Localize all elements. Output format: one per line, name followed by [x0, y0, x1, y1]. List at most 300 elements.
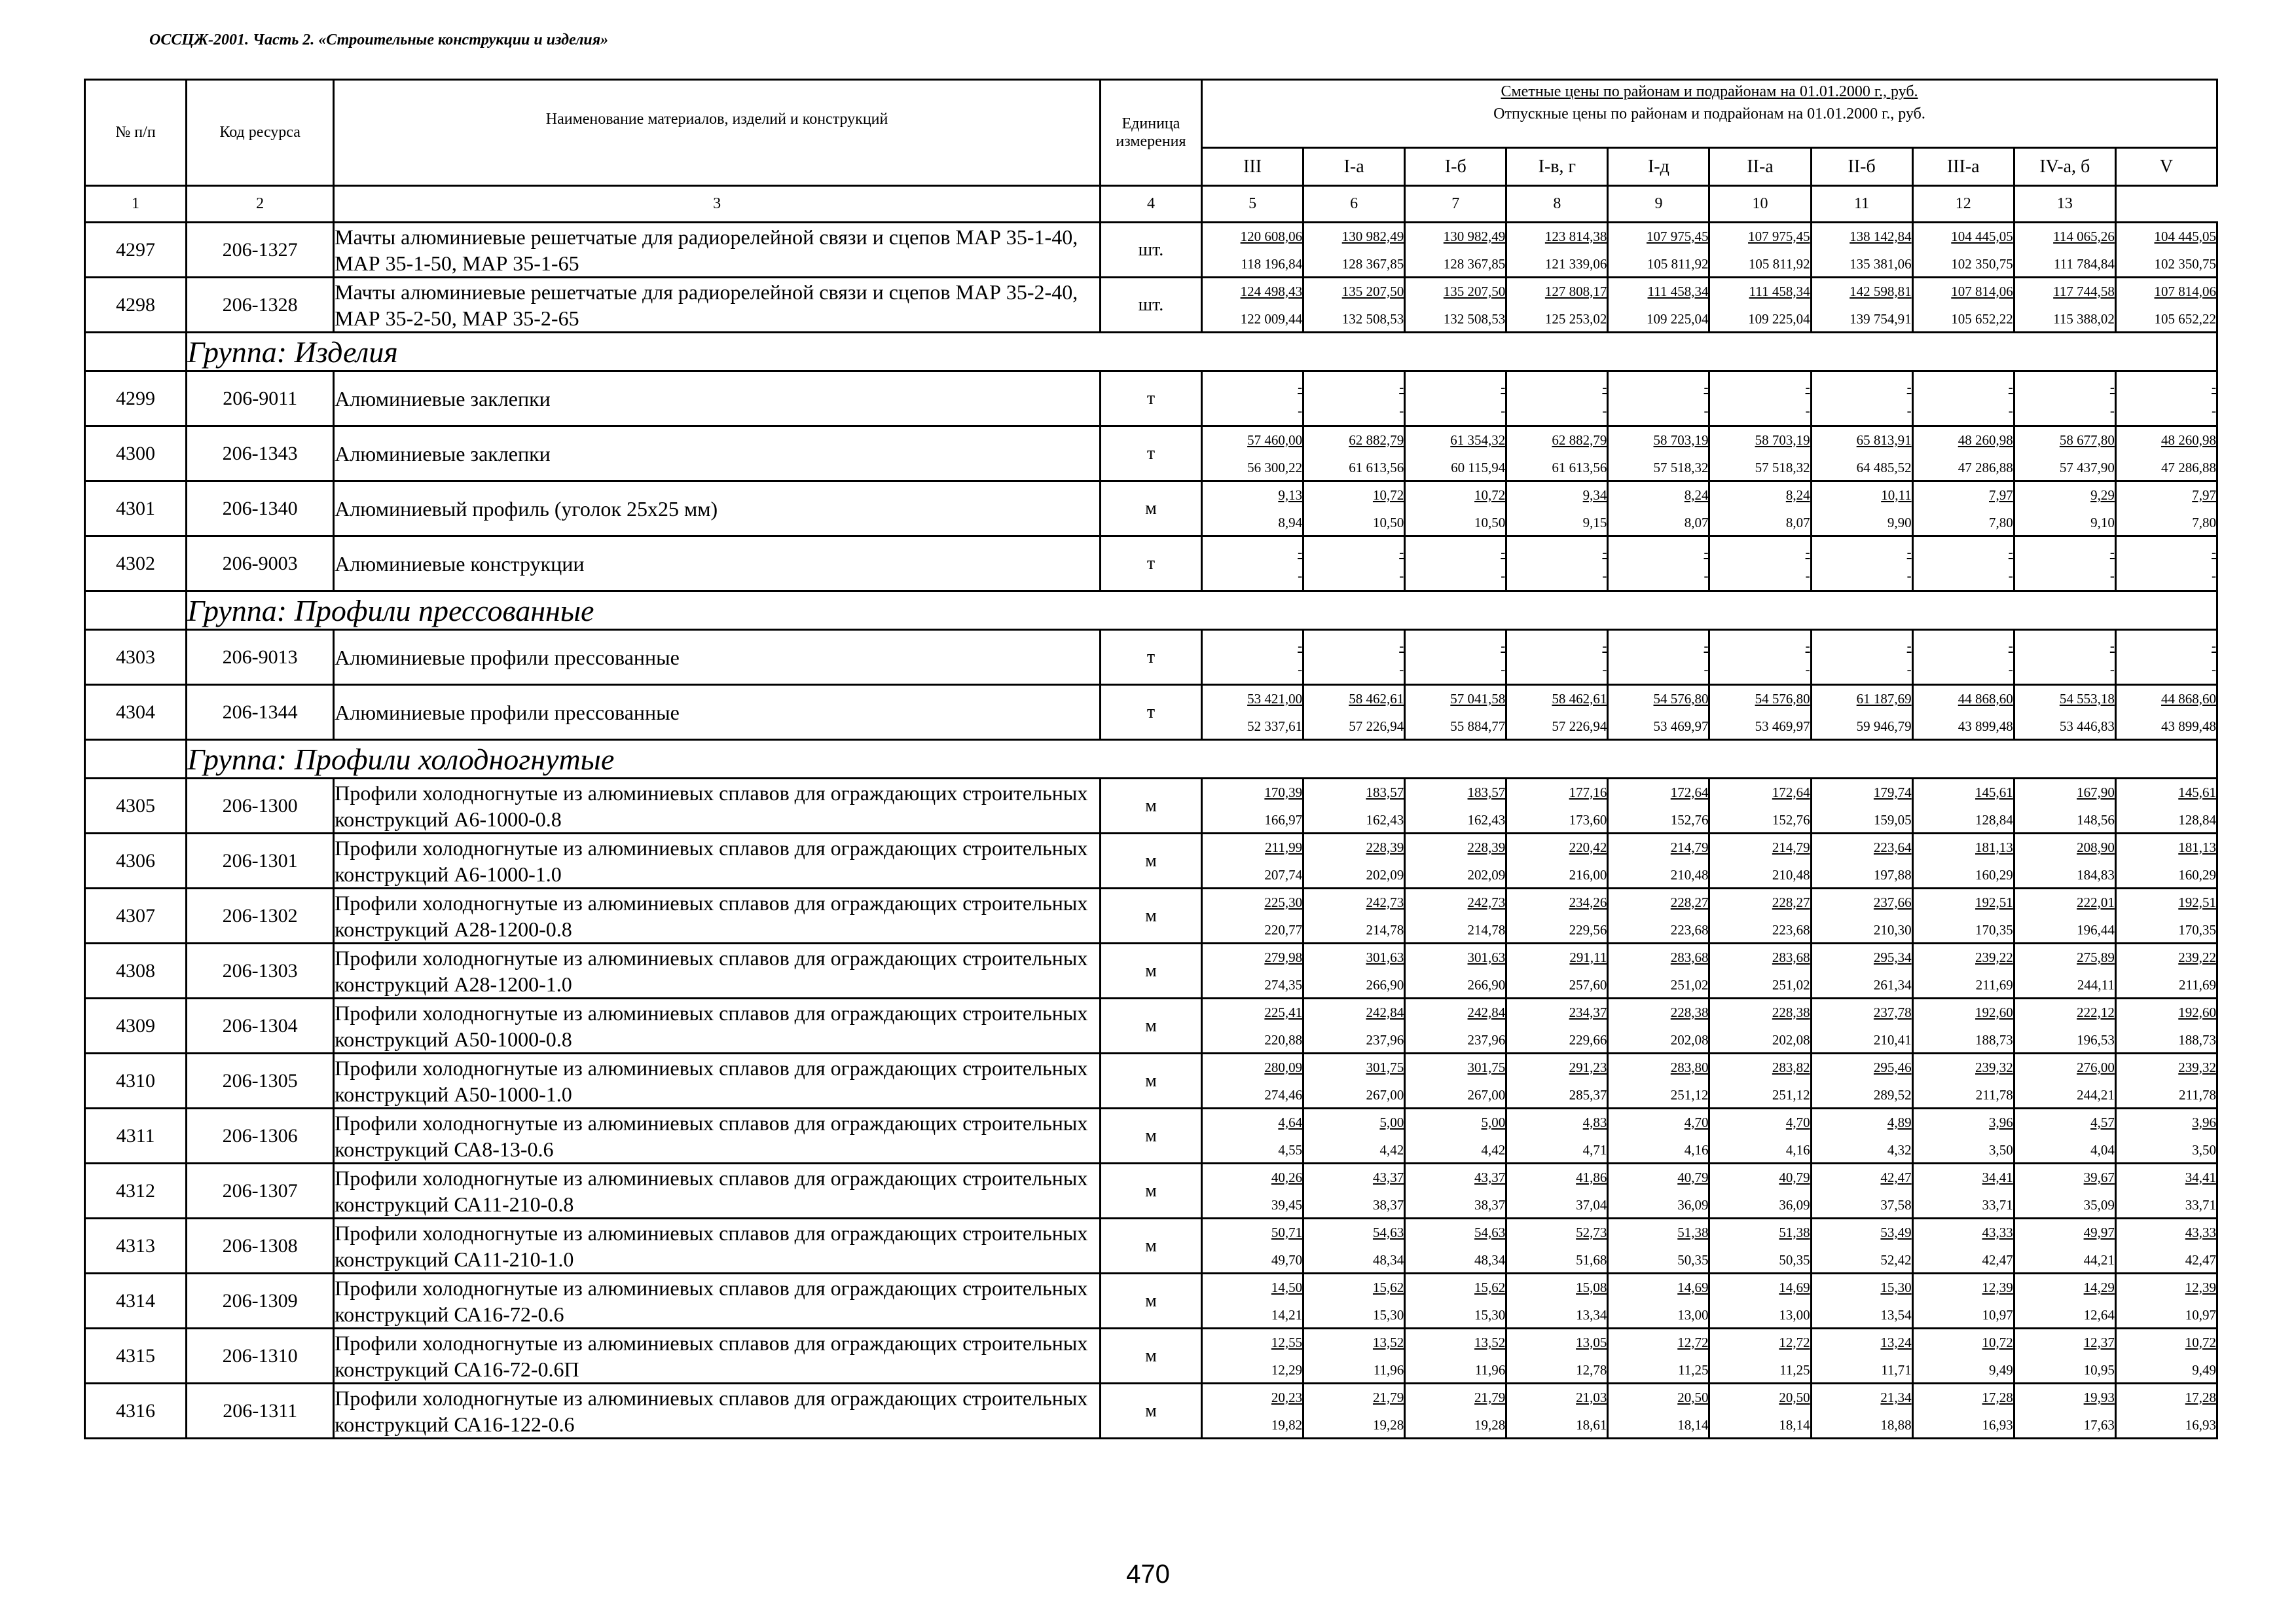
estimate-price: 5,00	[1481, 1114, 1506, 1130]
estimate-price: -	[1501, 544, 1506, 560]
estimate-price: 5,00	[1379, 1114, 1404, 1130]
estimate-price: -	[2109, 637, 2115, 654]
estimate-price: 41,86	[1576, 1169, 1607, 1185]
unit: м	[1100, 1109, 1201, 1164]
estimate-price: 135 207,50	[1341, 283, 1404, 299]
release-price: 9,15	[1582, 514, 1607, 530]
release-price: -	[1501, 661, 1506, 677]
price-cell	[1506, 1164, 1608, 1219]
resource-code: 206-1305	[187, 1054, 334, 1109]
table-row	[85, 999, 2217, 1054]
material-name: Алюминиевые профили прессованные	[334, 630, 1101, 685]
price-cell	[2014, 630, 2115, 685]
row-number: 4306	[85, 834, 187, 889]
release-price: -	[2212, 402, 2216, 418]
release-price: 14,21	[1271, 1306, 1303, 1323]
estimate-price: 239,32	[1975, 1059, 2013, 1075]
table-row	[85, 889, 2217, 944]
release-price: 47 286,88	[2161, 459, 2216, 475]
estimate-price: 214,79	[1772, 839, 1810, 855]
material-name: Алюминиевые конструкции	[334, 536, 1101, 591]
header-price-release: Отпускные цены по районам и подрайонам на 01.01.2000 г., руб.	[1493, 105, 1925, 122]
release-price: 56 300,22	[1247, 459, 1303, 475]
release-price: 251,12	[1772, 1086, 1810, 1103]
release-price: 49,70	[1271, 1251, 1303, 1268]
material-name: Профили холодногнутые из алюминиевых сплавов для ограждающих строительных конструкций А50-1000-0.8	[334, 999, 1101, 1054]
price-cell	[1709, 536, 1811, 591]
release-price: 160,29	[1975, 866, 2013, 883]
estimate-price: 19,93	[2083, 1389, 2115, 1405]
price-cell	[2115, 536, 2217, 591]
release-price: -	[1704, 567, 1709, 583]
estimate-price: 107 975,45	[1646, 228, 1709, 244]
estimate-price: 104 445,05	[1951, 228, 2013, 244]
price-cell	[1608, 834, 1709, 889]
estimate-price: 49,97	[2083, 1224, 2115, 1240]
price-cell	[1202, 999, 1303, 1054]
price-cell	[1811, 1164, 1912, 1219]
price-cell	[1202, 278, 1303, 333]
release-price: 10,97	[1982, 1306, 2013, 1323]
estimate-price: 39,67	[2083, 1169, 2115, 1185]
estimate-price: 54 553,18	[2059, 690, 2115, 707]
release-price: 118 196,84	[1241, 255, 1303, 272]
price-cell	[1608, 1329, 1709, 1384]
price-cell	[1506, 223, 1608, 278]
price-cell	[2014, 685, 2115, 740]
estimate-price: -	[1501, 378, 1506, 395]
release-price: -	[1906, 567, 1912, 583]
price-cell	[2115, 426, 2217, 481]
unit: м	[1100, 1054, 1201, 1109]
price-cell	[1202, 481, 1303, 536]
estimate-price: 44 868,60	[2161, 690, 2216, 707]
estimate-price: 172,64	[1772, 784, 1810, 800]
column-number: 4	[1100, 186, 1201, 223]
estimate-price: 14,69	[1779, 1279, 1810, 1295]
resource-code: 206-1310	[187, 1329, 334, 1384]
release-price: 109 225,04	[1646, 310, 1709, 327]
release-price: 160,29	[2178, 866, 2216, 883]
resource-code: 206-9011	[187, 371, 334, 426]
price-cell	[1912, 999, 2014, 1054]
material-name: Профили холодногнутые из алюминиевых сплавов для ограждающих строительных конструкций СА16-72-0.6	[334, 1274, 1101, 1329]
material-name: Профили холодногнутые из алюминиевых сплавов для ограждающих строительных конструкций СА8-13-0.6	[334, 1109, 1101, 1164]
price-cell	[1303, 371, 1405, 426]
resource-code: 206-9003	[187, 536, 334, 591]
estimate-price: 111 458,34	[1749, 283, 1810, 299]
unit: т	[1100, 426, 1201, 481]
table-row	[85, 426, 2217, 481]
release-price: 125 253,02	[1544, 310, 1607, 327]
release-price: 4,42	[1481, 1141, 1506, 1158]
release-price: 48,34	[1474, 1251, 1506, 1268]
estimate-price: 283,82	[1772, 1059, 1810, 1075]
release-price: -	[2008, 661, 2013, 677]
unit: м	[1100, 481, 1201, 536]
estimate-price: 283,68	[1772, 949, 1810, 965]
estimate-price: 222,01	[2077, 894, 2115, 910]
price-cell	[1709, 426, 1811, 481]
release-price: 52 337,61	[1247, 718, 1303, 734]
price-cell	[1608, 944, 1709, 999]
release-price: 111 784,84	[2053, 255, 2115, 272]
resource-code: 206-1304	[187, 999, 334, 1054]
material-name: Мачты алюминиевые решетчатые для радиорелейной связи и сцепов МАР 35-1-40, МАР 35-1-50, МАР 35-1-65	[334, 223, 1101, 278]
resource-code: 206-1343	[187, 426, 334, 481]
price-cell	[2115, 944, 2217, 999]
estimate-price: -	[2109, 544, 2115, 560]
estimate-price: 12,37	[2083, 1334, 2115, 1350]
estimate-price: 43,37	[1372, 1169, 1404, 1185]
header-prices	[1202, 80, 2217, 148]
estimate-price: 111 458,34	[1647, 283, 1709, 299]
group-label: Группа: Изделия	[187, 333, 2217, 371]
release-price: 8,94	[1278, 514, 1303, 530]
price-cell	[2115, 1054, 2217, 1109]
price-cell	[1202, 1219, 1303, 1274]
estimate-price: -	[2212, 637, 2216, 654]
price-cell	[1506, 1329, 1608, 1384]
release-price: 105 811,92	[1748, 255, 1810, 272]
region-header: II-б	[1811, 148, 1912, 186]
price-cell	[1303, 1329, 1405, 1384]
price-cell	[1202, 536, 1303, 591]
release-price: 9,10	[2090, 514, 2115, 530]
estimate-price: -	[2008, 378, 2013, 395]
price-cell	[1303, 1164, 1405, 1219]
estimate-price: 222,12	[2077, 1004, 2115, 1020]
price-cell	[1405, 779, 1506, 834]
release-price: 251,12	[1670, 1086, 1709, 1103]
row-number: 4300	[85, 426, 187, 481]
estimate-price: -	[1906, 544, 1912, 560]
release-price: 244,21	[2077, 1086, 2115, 1103]
release-price: -	[1399, 661, 1404, 677]
price-cell	[1912, 834, 2014, 889]
estimate-price: 208,90	[2077, 839, 2115, 855]
estimate-price: 9,29	[2090, 487, 2115, 503]
release-price: 52,42	[1880, 1251, 1912, 1268]
price-cell	[1912, 1384, 2014, 1439]
release-price: -	[1501, 567, 1506, 583]
estimate-price: 228,38	[1670, 1004, 1709, 1020]
estimate-price: 223,64	[1873, 839, 1912, 855]
price-cell	[1202, 426, 1303, 481]
estimate-price: 225,30	[1264, 894, 1303, 910]
estimate-price: 14,29	[2083, 1279, 2115, 1295]
release-price: 38,37	[1372, 1196, 1404, 1213]
release-price: 220,88	[1264, 1031, 1303, 1048]
resource-code: 206-1303	[187, 944, 334, 999]
material-name: Профили холодногнутые из алюминиевых сплавов для ограждающих строительных конструкций А6-1000-0.8	[334, 779, 1101, 834]
price-cell	[1608, 278, 1709, 333]
price-cell	[1709, 1329, 1811, 1384]
price-cell	[1202, 685, 1303, 740]
release-price: 15,30	[1474, 1306, 1506, 1323]
resource-code: 206-1309	[187, 1274, 334, 1329]
estimate-price: 4,57	[2090, 1114, 2115, 1130]
release-price: 202,08	[1772, 1031, 1810, 1048]
estimate-price: 301,63	[1366, 949, 1404, 965]
release-price: 128,84	[2178, 811, 2216, 828]
price-cell	[1506, 426, 1608, 481]
release-price: 39,45	[1271, 1196, 1303, 1213]
estimate-price: 130 982,49	[1443, 228, 1506, 244]
release-price: 196,53	[2077, 1031, 2115, 1048]
price-cell	[1811, 371, 1912, 426]
column-number: 2	[187, 186, 334, 223]
release-price: -	[1602, 402, 1607, 418]
estimate-price: 242,84	[1467, 1004, 1506, 1020]
release-price: 11,96	[1474, 1361, 1506, 1378]
release-price: -	[2109, 567, 2115, 583]
release-price: 211,78	[2179, 1086, 2216, 1103]
price-cell	[1912, 889, 2014, 944]
resource-code: 206-1311	[187, 1384, 334, 1439]
release-price: 57 518,32	[1653, 459, 1709, 475]
material-name: Профили холодногнутые из алюминиевых сплавов для ограждающих строительных конструкций СА11-210-1.0	[334, 1219, 1101, 1274]
release-price: 36,09	[1779, 1196, 1810, 1213]
release-price: 13,34	[1576, 1306, 1607, 1323]
unit: м	[1100, 944, 1201, 999]
price-cell	[2014, 1384, 2115, 1439]
column-number: 7	[1405, 186, 1506, 223]
estimate-price: 40,79	[1677, 1169, 1709, 1185]
price-cell	[1303, 889, 1405, 944]
price-cell	[1811, 536, 1912, 591]
release-price: -	[1906, 402, 1912, 418]
release-price: 3,50	[2192, 1141, 2216, 1158]
estimate-price: 107 814,06	[2154, 283, 2216, 299]
price-cell	[1709, 1164, 1811, 1219]
row-number: 4298	[85, 278, 187, 333]
price-cell	[2115, 278, 2217, 333]
release-price: 4,16	[1785, 1141, 1810, 1158]
price-cell	[1709, 371, 1811, 426]
price-cell	[1303, 834, 1405, 889]
price-cell	[1608, 1164, 1709, 1219]
release-price: 251,02	[1670, 976, 1709, 993]
price-cell	[2115, 999, 2217, 1054]
group-spacer	[85, 740, 187, 779]
release-price: 33,71	[1982, 1196, 2013, 1213]
row-number: 4305	[85, 779, 187, 834]
estimate-price: 58 677,80	[2059, 432, 2115, 448]
price-cell	[2115, 371, 2217, 426]
price-cell	[2115, 834, 2217, 889]
column-number: 10	[1709, 186, 1811, 223]
price-cell	[1608, 1054, 1709, 1109]
estimate-price: -	[1906, 378, 1912, 395]
unit: м	[1100, 834, 1201, 889]
release-price: 8,07	[1684, 514, 1709, 530]
estimate-price: -	[1298, 637, 1303, 654]
price-cell	[1506, 1219, 1608, 1274]
price-cell	[1912, 630, 2014, 685]
estimate-price: 15,62	[1372, 1279, 1404, 1295]
estimate-price: 54 576,80	[1755, 690, 1810, 707]
estimate-price: 15,30	[1880, 1279, 1912, 1295]
table-row	[85, 779, 2217, 834]
price-cell	[1405, 944, 1506, 999]
release-price: 10,97	[2185, 1306, 2216, 1323]
price-cell	[1912, 426, 2014, 481]
unit: м	[1100, 999, 1201, 1054]
column-number: 8	[1506, 186, 1608, 223]
price-cell	[1506, 685, 1608, 740]
estimate-price: 58 462,61	[1552, 690, 1607, 707]
price-cell	[1202, 223, 1303, 278]
estimate-price: 138 142,84	[1850, 228, 1912, 244]
price-cell	[1202, 371, 1303, 426]
release-price: 3,50	[1989, 1141, 2013, 1158]
estimate-price: 53 421,00	[1247, 690, 1303, 707]
price-cell	[1506, 278, 1608, 333]
column-number: 13	[2014, 186, 2115, 223]
price-cell	[1405, 1109, 1506, 1164]
release-price: 60 115,94	[1451, 459, 1506, 475]
release-price: 173,60	[1569, 811, 1607, 828]
estimate-price: 170,39	[1264, 784, 1303, 800]
column-number: 5	[1202, 186, 1303, 223]
price-cell	[1912, 944, 2014, 999]
estimate-price: 54,63	[1372, 1224, 1404, 1240]
price-cell	[1303, 779, 1405, 834]
estimate-price: 62 882,79	[1552, 432, 1607, 448]
price-cell	[2115, 630, 2217, 685]
release-price: 261,34	[1873, 976, 1912, 993]
release-price: 4,04	[2090, 1141, 2115, 1158]
price-cell	[1405, 536, 1506, 591]
price-cell	[1608, 536, 1709, 591]
release-price: 57 518,32	[1755, 459, 1810, 475]
release-price: 42,47	[1982, 1251, 2013, 1268]
release-price: 42,47	[2185, 1251, 2216, 1268]
estimate-price: 107 975,45	[1748, 228, 1810, 244]
material-name: Профили холодногнутые из алюминиевых сплавов для ограждающих строительных конструкций СА16-72-0.6П	[334, 1329, 1101, 1384]
price-cell	[2014, 944, 2115, 999]
estimate-price: 242,73	[1366, 894, 1404, 910]
estimate-price: 228,27	[1670, 894, 1709, 910]
price-cell	[2115, 889, 2217, 944]
price-cell	[1202, 944, 1303, 999]
release-price: 13,00	[1779, 1306, 1810, 1323]
estimate-price: 13,24	[1880, 1334, 1912, 1350]
price-cell	[1608, 1384, 1709, 1439]
estimate-price: 228,27	[1772, 894, 1810, 910]
price-cell	[1506, 1274, 1608, 1329]
estimate-price: 12,39	[2185, 1279, 2216, 1295]
release-price: 10,95	[2083, 1361, 2115, 1378]
release-price: 8,07	[1785, 514, 1810, 530]
unit: м	[1100, 1329, 1201, 1384]
price-cell	[2115, 1274, 2217, 1329]
estimate-price: 9,13	[1278, 487, 1303, 503]
estimate-price: 242,84	[1366, 1004, 1404, 1020]
price-cell	[1709, 278, 1811, 333]
price-cell	[1912, 1219, 2014, 1274]
estimate-price: 15,62	[1474, 1279, 1506, 1295]
release-price: 16,93	[2185, 1416, 2216, 1433]
estimate-price: 3,96	[1989, 1114, 2013, 1130]
price-cell	[1709, 944, 1811, 999]
price-cell	[1912, 1054, 2014, 1109]
price-cell	[2115, 1384, 2217, 1439]
price-cell	[1811, 1274, 1912, 1329]
price-cell	[1608, 481, 1709, 536]
release-price: 12,64	[2083, 1306, 2115, 1323]
estimate-price: 42,47	[1880, 1169, 1912, 1185]
estimate-price: -	[1906, 637, 1912, 654]
estimate-price: 295,46	[1873, 1059, 1912, 1075]
release-price: 18,88	[1880, 1416, 1912, 1433]
release-price: -	[1704, 661, 1709, 677]
release-price: 53 446,83	[2059, 718, 2115, 734]
unit: шт.	[1100, 278, 1201, 333]
release-price: 162,43	[1467, 811, 1506, 828]
price-cell	[1506, 481, 1608, 536]
estimate-price: -	[1704, 544, 1709, 560]
estimate-price: 295,34	[1873, 949, 1912, 965]
release-price: 61 613,56	[1349, 459, 1404, 475]
price-cell	[1202, 834, 1303, 889]
estimate-price: 14,50	[1271, 1279, 1303, 1295]
release-price: -	[1399, 402, 1404, 418]
price-cell	[1608, 1274, 1709, 1329]
release-price: 13,54	[1880, 1306, 1912, 1323]
unit: м	[1100, 1274, 1201, 1329]
resource-code: 206-1307	[187, 1164, 334, 1219]
estimate-price: 58 703,19	[1755, 432, 1810, 448]
estimate-price: 4,83	[1582, 1114, 1607, 1130]
estimate-price: 225,41	[1264, 1004, 1303, 1020]
release-price: 223,68	[1670, 921, 1709, 938]
estimate-price: 51,38	[1677, 1224, 1709, 1240]
price-cell	[1912, 779, 2014, 834]
release-price: 4,32	[1887, 1141, 1912, 1158]
estimate-price: 177,16	[1569, 784, 1607, 800]
row-number: 4307	[85, 889, 187, 944]
unit: м	[1100, 1219, 1201, 1274]
group-label: Группа: Профили прессованные	[187, 591, 2217, 630]
release-price: 184,83	[2077, 866, 2115, 883]
estimate-price: 135 207,50	[1443, 283, 1506, 299]
material-name: Профили холодногнутые из алюминиевых сплавов для ограждающих строительных конструкций А28-1200-1.0	[334, 944, 1101, 999]
price-cell	[1709, 889, 1811, 944]
price-cell	[1709, 1384, 1811, 1439]
release-price: 18,14	[1677, 1416, 1709, 1433]
release-price: 132 508,53	[1341, 310, 1404, 327]
release-price: 12,29	[1271, 1361, 1303, 1378]
estimate-price: 43,33	[2185, 1224, 2216, 1240]
material-name: Профили холодногнутые из алюминиевых сплавов для ограждающих строительных конструкций А6-1000-1.0	[334, 834, 1101, 889]
price-cell	[2115, 685, 2217, 740]
price-cell	[2014, 1274, 2115, 1329]
release-price: -	[1805, 567, 1810, 583]
release-price: 12,78	[1576, 1361, 1607, 1378]
release-price: 4,16	[1684, 1141, 1709, 1158]
estimate-price: 54,63	[1474, 1224, 1506, 1240]
price-cell	[2014, 1164, 2115, 1219]
resource-code: 206-9013	[187, 630, 334, 685]
estimate-price: 21,79	[1474, 1389, 1506, 1405]
release-price: 257,60	[1569, 976, 1607, 993]
price-cell	[1303, 278, 1405, 333]
release-price: 251,02	[1772, 976, 1810, 993]
price-cell	[1405, 1384, 1506, 1439]
release-price: -	[1602, 661, 1607, 677]
